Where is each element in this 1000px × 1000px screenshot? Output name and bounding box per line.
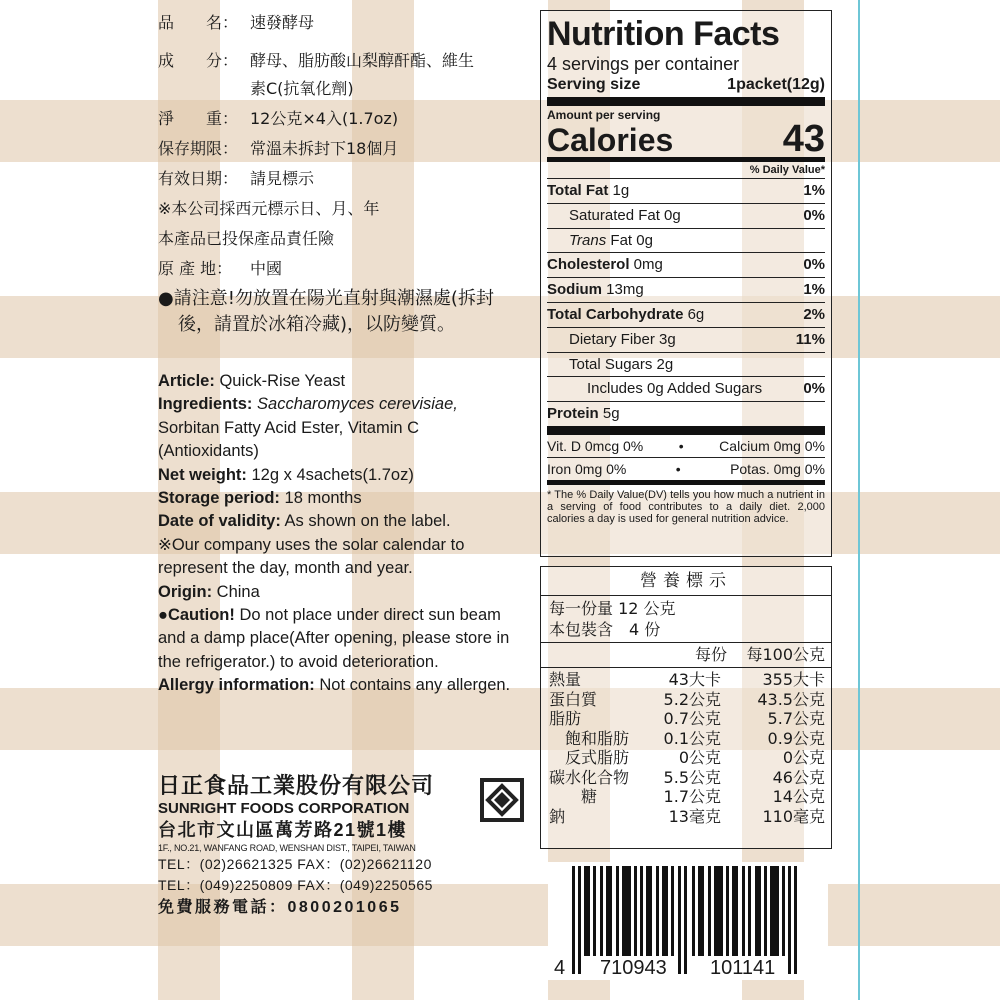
barcode-bars xyxy=(548,862,828,980)
net-weight-value-zh: 12公克×4入(1.7oz) xyxy=(250,109,399,128)
storage-label-zh: 保存期限： xyxy=(158,139,239,158)
company-address-zh: 台北市文山區萬芳路21號1樓 xyxy=(158,820,408,840)
company-name-zh: 日正食品工業股份有限公司 xyxy=(158,773,435,798)
validity-value-en: As shown on the label. xyxy=(280,512,451,531)
calendar-note-zh: ※本公司採西元標示日、月、年 xyxy=(158,199,380,218)
allergy-value-en: Not contains any allergen. xyxy=(314,676,511,695)
tw-nutrition-title: 營養標示 xyxy=(541,567,831,596)
origin-value-en: China xyxy=(212,582,260,601)
table-row: 碳水化合物 5.5公克 46公克 xyxy=(549,767,825,787)
origin-label-zh: 原 產 地： xyxy=(158,259,233,278)
caution-label-en: ●Caution! xyxy=(158,606,235,625)
storage-value-zh: 常溫未拆封下18個月 xyxy=(250,139,399,158)
tw-col-serving: 每份 xyxy=(694,645,727,664)
company-tel-2: TEL：(049)2250809 FAX：(049)2250565 xyxy=(158,877,433,893)
tw-serving-info xyxy=(541,596,831,643)
nutrition-facts-title: Nutrition Facts xyxy=(547,15,780,53)
net-weight-label-en: Net weight: xyxy=(158,465,247,484)
ingredients-line1-zh: 酵母、脂肪酸山梨醇酐酯、維生 xyxy=(250,51,475,70)
origin-value-zh: 中國 xyxy=(250,259,283,278)
caution-line2-zh: 後，請置於冰箱冷藏)，以防變質。 xyxy=(178,314,456,335)
company-tel-1: TEL：(02)26621325 FAX：(02)26621120 xyxy=(158,856,432,872)
calendar-note-en: ※Our company uses the solar calendar to represent the day, month and year. xyxy=(158,535,465,578)
nutrient-row: Saturated Fat 0g 0% xyxy=(547,204,825,229)
validity-label-en: Date of validity: xyxy=(158,512,281,531)
dot-separator: • xyxy=(675,460,681,477)
table-row: 飽和脂肪 0.1公克 0.9公克 xyxy=(549,728,825,748)
vitamin-d: Vit. D 0mcg 0% xyxy=(547,437,644,454)
vitamin-row xyxy=(547,458,825,485)
caution-line1-zh: ●請注意!勿放置在陽光直射與潮濕處(拆封 xyxy=(158,288,494,309)
table-row: 脂肪 0.7公克 5.7公克 xyxy=(549,709,825,728)
servings-per-container: 4 servings per container xyxy=(547,54,740,74)
allergy-label-en: Allergy information: xyxy=(158,676,315,695)
table-row: 蛋白質 5.2公克 43.5公克 xyxy=(549,689,825,709)
barcode-digit-first: 4 xyxy=(554,957,566,979)
calcium: Calcium 0mg 0% xyxy=(719,437,825,454)
company-free-line: 免費服務電話：0800201065 xyxy=(158,899,402,916)
nutrient-row: Dietary Fiber 3g 11% xyxy=(547,328,825,353)
barcode-digits-left: 710943 xyxy=(600,957,667,979)
tw-per-serving: 每一份量 12 公克 xyxy=(549,599,676,618)
storage-label-en: Storage period: xyxy=(158,489,280,508)
barcode xyxy=(548,862,828,980)
tw-servings: 本包裝含 4 份 xyxy=(549,620,661,639)
company-logo-icon xyxy=(480,778,524,822)
calories-label: Calories xyxy=(547,122,674,158)
daily-value-header: % Daily Value* xyxy=(547,162,825,179)
article-label: Article: xyxy=(158,372,215,390)
caution-value-en: Do not place under direct sun beam and a damp place(After opening, please store in the refrigerator.) to avoid deterioration. xyxy=(158,606,510,671)
nutrient-row: Total Carbohydrate 6g 2% xyxy=(547,303,825,328)
serving-size-label: Serving size xyxy=(547,76,641,93)
daily-value-footnote: * The % Daily Value(DV) tells you how much a nutrient in a serving of food contributes to a daily diet. 2,000 calories a day is used for general nutrition advice. xyxy=(547,488,825,525)
ingredients-line2-zh: 素C(抗氧化劑) xyxy=(250,79,354,98)
right-edge-line xyxy=(858,0,860,1000)
table-row: 反式脂肪 0公克 0公克 xyxy=(549,748,825,767)
nutrient-row: Total Sugars 2g xyxy=(547,353,825,378)
nutrient-row: Includes 0g Added Sugars 0% xyxy=(547,377,825,402)
tw-column-header xyxy=(541,643,831,668)
calories-value: 43 xyxy=(782,118,825,160)
nutrient-row: Trans Fat 0g xyxy=(547,229,825,254)
net-weight-label-zh: 淨 重： xyxy=(158,109,239,128)
serving-size-value: 1packet(12g) xyxy=(727,76,825,93)
ingredients-rest-en: Sorbitan Fatty Acid Ester, Vitamin C (Antioxidants) xyxy=(158,418,420,461)
company-info xyxy=(158,772,468,920)
barcode-digits-right: 101141 xyxy=(710,957,776,979)
table-row: 糖 1.7公克 14公克 xyxy=(549,787,825,806)
nutrient-row: Total Fat 1g 1% xyxy=(547,179,825,204)
iron: Iron 0mg 0% xyxy=(547,460,627,477)
origin-label-en: Origin: xyxy=(158,582,213,601)
ingredients-italic-en: Saccharomyces cerevisiae, xyxy=(252,395,458,414)
table-row: 熱量 43大卡 355大卡 xyxy=(549,670,825,689)
tw-col-100g: 每100公克 xyxy=(746,645,825,664)
amount-per-serving: Amount per serving xyxy=(547,108,661,122)
storage-value-en: 18 months xyxy=(279,489,362,508)
taiwan-nutrition-panel xyxy=(540,566,832,849)
ingredients-label-en: Ingredients: xyxy=(158,395,253,414)
calories-row xyxy=(547,118,825,162)
company-address-en: 1F., NO.21, WANFANG ROAD, WENSHAN DIST., TAIPEI, TAIWAN xyxy=(158,843,416,853)
table-row: 鈉 13毫克 110毫克 xyxy=(549,806,825,826)
potassium: Potas. 0mg 0% xyxy=(730,460,825,477)
english-product-info xyxy=(158,370,523,698)
serving-size-row xyxy=(547,75,825,106)
nutrient-row: Protein 5g xyxy=(547,402,825,435)
tw-nutrition-table xyxy=(541,670,831,826)
dot-separator: • xyxy=(678,437,684,454)
expiry-label-zh: 有效日期： xyxy=(158,169,239,188)
net-weight-value-en: 12g x 4sachets(1.7oz) xyxy=(246,465,414,484)
nutrient-row: Sodium 13mg 1% xyxy=(547,278,825,303)
nutrition-facts-panel xyxy=(540,10,832,557)
article-value: Quick-Rise Yeast xyxy=(214,372,346,390)
product-name-label: 品 名： xyxy=(158,13,239,32)
company-name-en: SUNRIGHT FOODS CORPORATION xyxy=(158,800,410,817)
product-name-value: 速發酵母 xyxy=(250,13,315,32)
vitamin-row xyxy=(547,435,825,458)
nutrient-row: Cholesterol 0mg 0% xyxy=(547,253,825,278)
insurance-note-zh: 本產品已投保產品責任險 xyxy=(158,229,335,248)
ingredients-label-zh: 成 分： xyxy=(158,51,239,70)
expiry-value-zh: 請見標示 xyxy=(250,169,315,188)
